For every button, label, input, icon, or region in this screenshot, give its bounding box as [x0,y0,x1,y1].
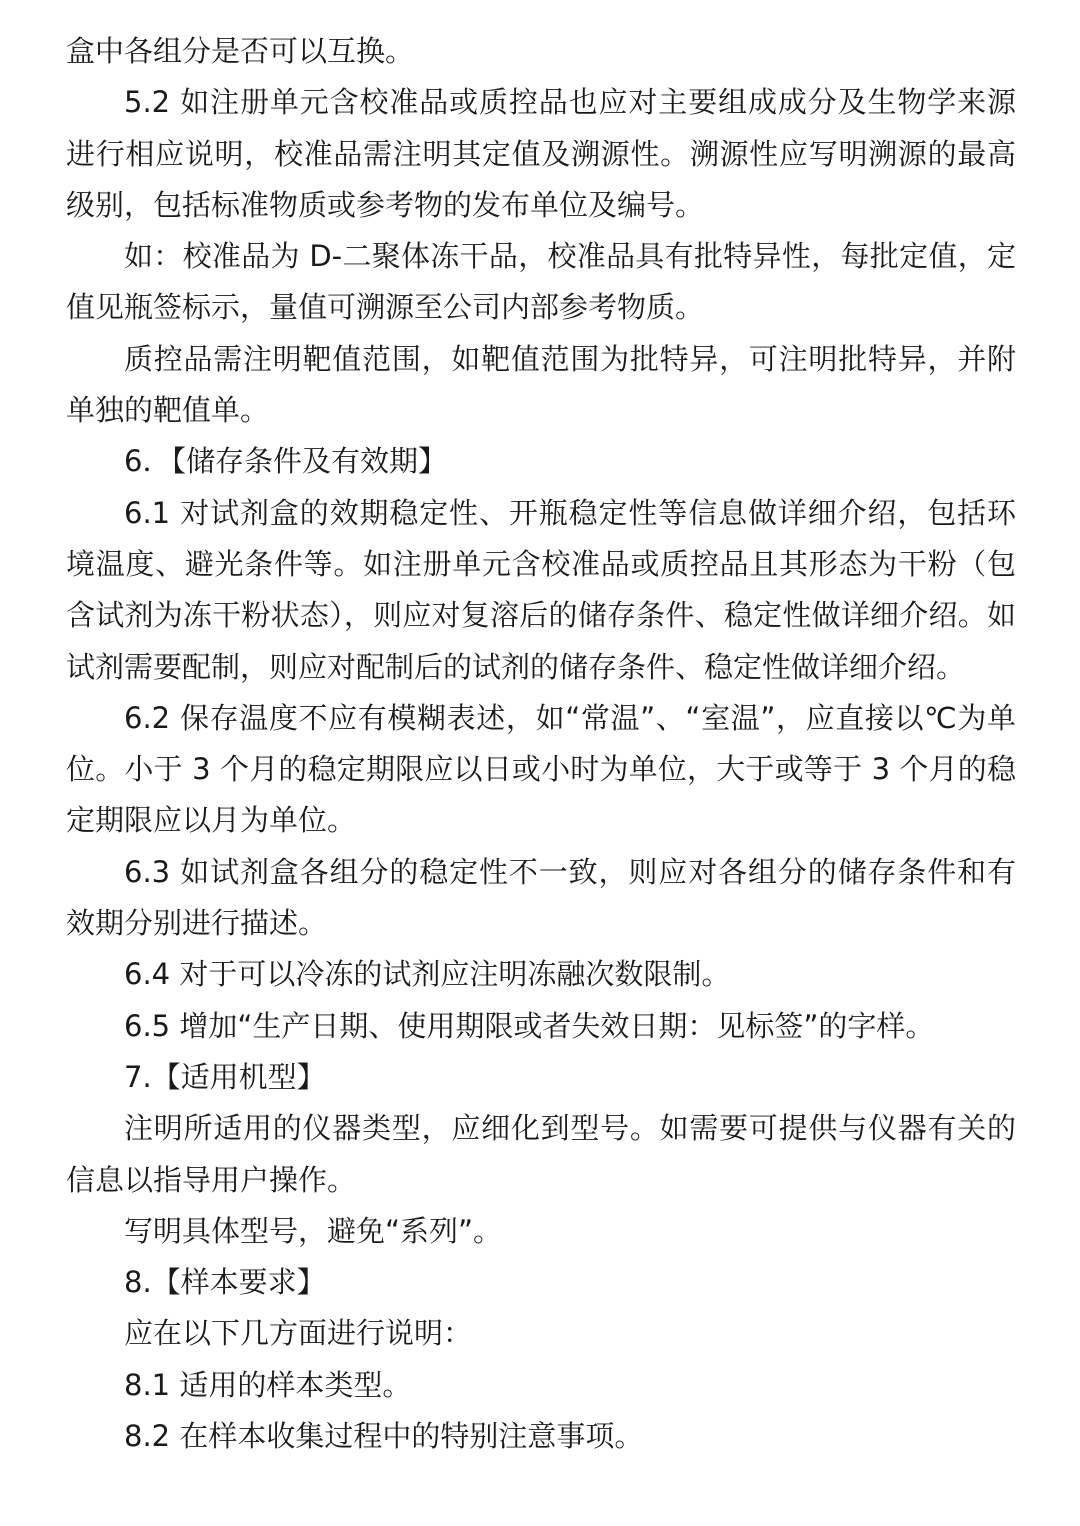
paragraph-calibrator-example: 如：校准品为 D-二聚体冻干品，校准品具有批特异性，每批定值，定值见瓶签标示，量值可溯源至公司内部参考物质。 [66,239,1016,325]
paragraph-sample-intro: 应在以下几方面进行说明： [124,1316,473,1351]
paragraph-6-4: 6.4 对于可以冷冻的试剂应注明冻融次数限制。 [124,957,731,992]
paragraph-8-1: 8.1 适用的样本类型。 [124,1367,412,1402]
paragraph-6-5: 6.5 增加“生产日期、使用期限或者失效日期：见标签”的字样。 [124,1008,935,1043]
paragraph-5-2: 5.2 如注册单元含校准品或质控品也应对主要组成成分及生物学来源进行相应说明，校准品需注明其定值及溯源性。溯源性应写明溯源的最高级别，包括标准物质或参考物的发布单位及编号。 [66,85,1016,222]
paragraph-instrument-type: 注明所适用的仪器类型，应细化到型号。如需要可提供与仪器有关的信息以指导用户操作。 [66,1111,1016,1197]
paragraph-8-2: 8.2 在样本收集过程中的特别注意事项。 [124,1419,644,1454]
paragraph-6-3: 6.3 如试剂盒各组分的稳定性不一致，则应对各组分的储存条件和有效期分别进行描述。 [66,854,1016,941]
paragraph-6-1: 6.1 对试剂盒的效期稳定性、开瓶稳定性等信息做详细介绍，包括环境温度、避光条件等。如注册单元含校准品或质控品且其形态为干粉（包含试剂为冻干粉状态），则应对复溶后的储存条件、稳定性做详细介绍。如试剂需要配制，则应对配制后的试剂的储存条件、稳定性做详细介绍。 [66,495,1016,684]
paragraph-6-2: 6.2 保存温度不应有模糊表述，如“常温”、“室温”，应直接以℃为单位。小于 3 个月的稳定期限应以日或小时为单位，大于或等于 3 个月的稳定期限应以月为单位。 [66,700,1016,838]
paragraph-continuation: 盒中各组分是否可以互换。 [66,34,415,68]
paragraph-control-target: 质控品需注明靶值范围，如靶值范围为批特异，可注明批特异，并附单独的靶值单。 [66,341,1016,428]
section-heading-6: 6．【储存条件及有效期】 [124,444,447,479]
section-heading-8: 8.【样本要求】 [124,1265,326,1300]
document-page [66,26,1016,1462]
paragraph-model-note: 写明具体型号，避免“系列”。 [124,1213,503,1248]
section-heading-7: 7.【适用机型】 [124,1059,326,1094]
